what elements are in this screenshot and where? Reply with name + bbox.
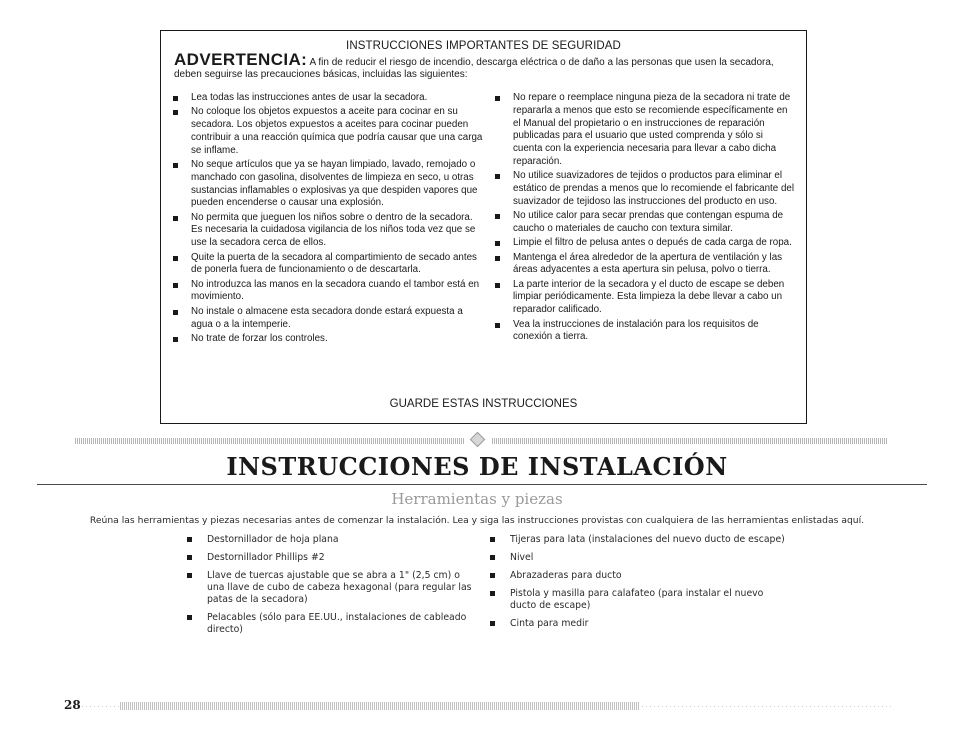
bullet-icon [173, 283, 178, 288]
bullet-icon [173, 216, 178, 221]
bullet-icon [495, 214, 500, 219]
tool-item: Destornillador Phillips #2 [187, 552, 477, 564]
page-number: 28 [64, 698, 81, 712]
bullet-icon [173, 337, 178, 342]
tools-list-left [187, 534, 477, 642]
safety-list-left [173, 92, 483, 347]
bullet-icon [490, 621, 495, 626]
tool-item: Abrazaderas para ducto [490, 570, 790, 582]
safety-list-right [495, 92, 795, 346]
bullet-icon [187, 615, 192, 620]
footer-bar [120, 702, 640, 710]
safety-item: Mantenga el área alrededor de la apertura de ventilación y las áreas adyacentes a esta apertura sin pelusa, polvo o tierra. [495, 252, 795, 278]
warning-text: A fin de reducir el riesgo de incendio, descarga eléctrica o de daño a las personas que usen la secadora, deben seguirse las precauciones básicas, incluidas las siguientes: [174, 57, 774, 80]
bullet-icon [187, 555, 192, 560]
bullet-icon [187, 537, 192, 542]
title-rule [37, 484, 927, 485]
warning-paragraph [174, 50, 794, 81]
safety-item: No introduzca las manos en la secadora cuando el tambor está en movimiento. [173, 279, 483, 305]
bullet-icon [173, 96, 178, 101]
bullet-icon [495, 283, 500, 288]
bullet-icon [173, 310, 178, 315]
bullet-icon [173, 110, 178, 115]
section-divider-right [492, 438, 887, 444]
tool-item: Destornillador de hoja plana [187, 534, 477, 546]
warning-title: ADVERTENCIA: [174, 50, 308, 69]
bullet-icon [187, 573, 192, 578]
safety-item: Lea todas las instrucciones antes de usar la secadora. [173, 92, 483, 105]
section-title: INSTRUCCIONES DE INSTALACIÓN [226, 452, 728, 481]
tool-item: Llave de tuercas ajustable que se abra a 1" (2,5 cm) o una llave de cubo de cabeza hexagonal (para regular las patas de la secadora) [187, 570, 477, 606]
safety-item: No instale o almacene esta secadora donde estará expuesta a agua o a la intemperie. [173, 306, 483, 332]
bullet-icon [490, 591, 495, 596]
bullet-icon [495, 96, 500, 101]
bullet-icon [495, 241, 500, 246]
bullet-icon [495, 323, 500, 328]
intro-paragraph: Reúna las herramientas y piezas necesarias antes de comenzar la instalación. Lea y siga las instrucciones provistas con cualquiera de las herramientas enlistadas aquí. [89, 515, 865, 526]
bullet-icon [495, 174, 500, 179]
safety-item: Vea la instrucciones de instalación para los requisitos de conexión a tierra. [495, 319, 795, 345]
safety-header: INSTRUCCIONES IMPORTANTES DE SEGURIDAD [346, 40, 621, 52]
bullet-icon [495, 256, 500, 261]
safety-item: No coloque los objetos expuestos a aceite para cocinar en su secadora. Los objetos expuestos a aceites para cocinar pueden contribuir a una reacción química que podría causar que una carga se inflame. [173, 106, 483, 157]
tool-item: Pelacables (sólo para EE.UU., instalaciones de cableado directo) [187, 612, 477, 636]
diamond-icon [470, 432, 486, 448]
safety-footer: GUARDE ESTAS INSTRUCCIONES [389, 398, 578, 410]
safety-item: No utilice suavizadores de tejidos o productos para eliminar el estático de prendas a menos que lo recomiende el fabricante del suavizador de tejidoso las instrucciones del producto en uso. [495, 170, 795, 208]
safety-item: Limpie el filtro de pelusa antes o depués de cada carga de ropa. [495, 237, 795, 250]
bullet-icon [173, 163, 178, 168]
safety-item: No trate de forzar los controles. [173, 333, 483, 346]
bullet-icon [490, 555, 495, 560]
section-divider-left [75, 438, 465, 444]
tool-item: Cinta para medir [490, 618, 790, 630]
safety-item: No permita que jueguen los niños sobre o dentro de la secadora. Es necesaria la cuidadosa vigilancia de los niños toda vez que se use la secadora cerca de ellos. [173, 212, 483, 250]
bullet-icon [173, 256, 178, 261]
tool-item: Pistola y masilla para calafateo (para instalar el nuevo ducto de escape) [490, 588, 790, 612]
tool-item: Tijeras para lata (instalaciones del nuevo ducto de escape) [490, 534, 790, 546]
safety-instructions-box [160, 30, 807, 424]
safety-item: Quite la puerta de la secadora al compartimiento de secado antes de ponerla fuera de funcionamiento o de descartarla. [173, 252, 483, 278]
tools-list-right [490, 534, 790, 636]
safety-item: No seque artículos que ya se hayan limpiado, lavado, remojado o manchado con gasolina, disolventes de limpieza en seco, u otras sustancias inflamables o explosivas ya que despiden vapores que pueden encenderse o causar una explosión. [173, 159, 483, 210]
subsection-title: Herramientas y piezas [391, 490, 563, 508]
safety-item: No utilice calor para secar prendas que contengan espuma de caucho o materiales de caucho con textura similar. [495, 210, 795, 236]
bullet-icon [490, 573, 495, 578]
tool-item: Nivel [490, 552, 790, 564]
bullet-icon [490, 537, 495, 542]
safety-item: La parte interior de la secadora y el ducto de escape se deben limpiar periódicamente. Esta limpieza la debe llevar a cabo un reparador calificado. [495, 279, 795, 317]
safety-item: No repare o reemplace ninguna pieza de la secadora ni trate de repararla a menos que esto se recomiende específicamente en el Manual del propietario o en instrucciones de reparación publicadas para el usuario que usted comprenda y sólo si cuenta con la experiencia necesaria para llevar a cabo dicha reparación. [495, 92, 795, 169]
